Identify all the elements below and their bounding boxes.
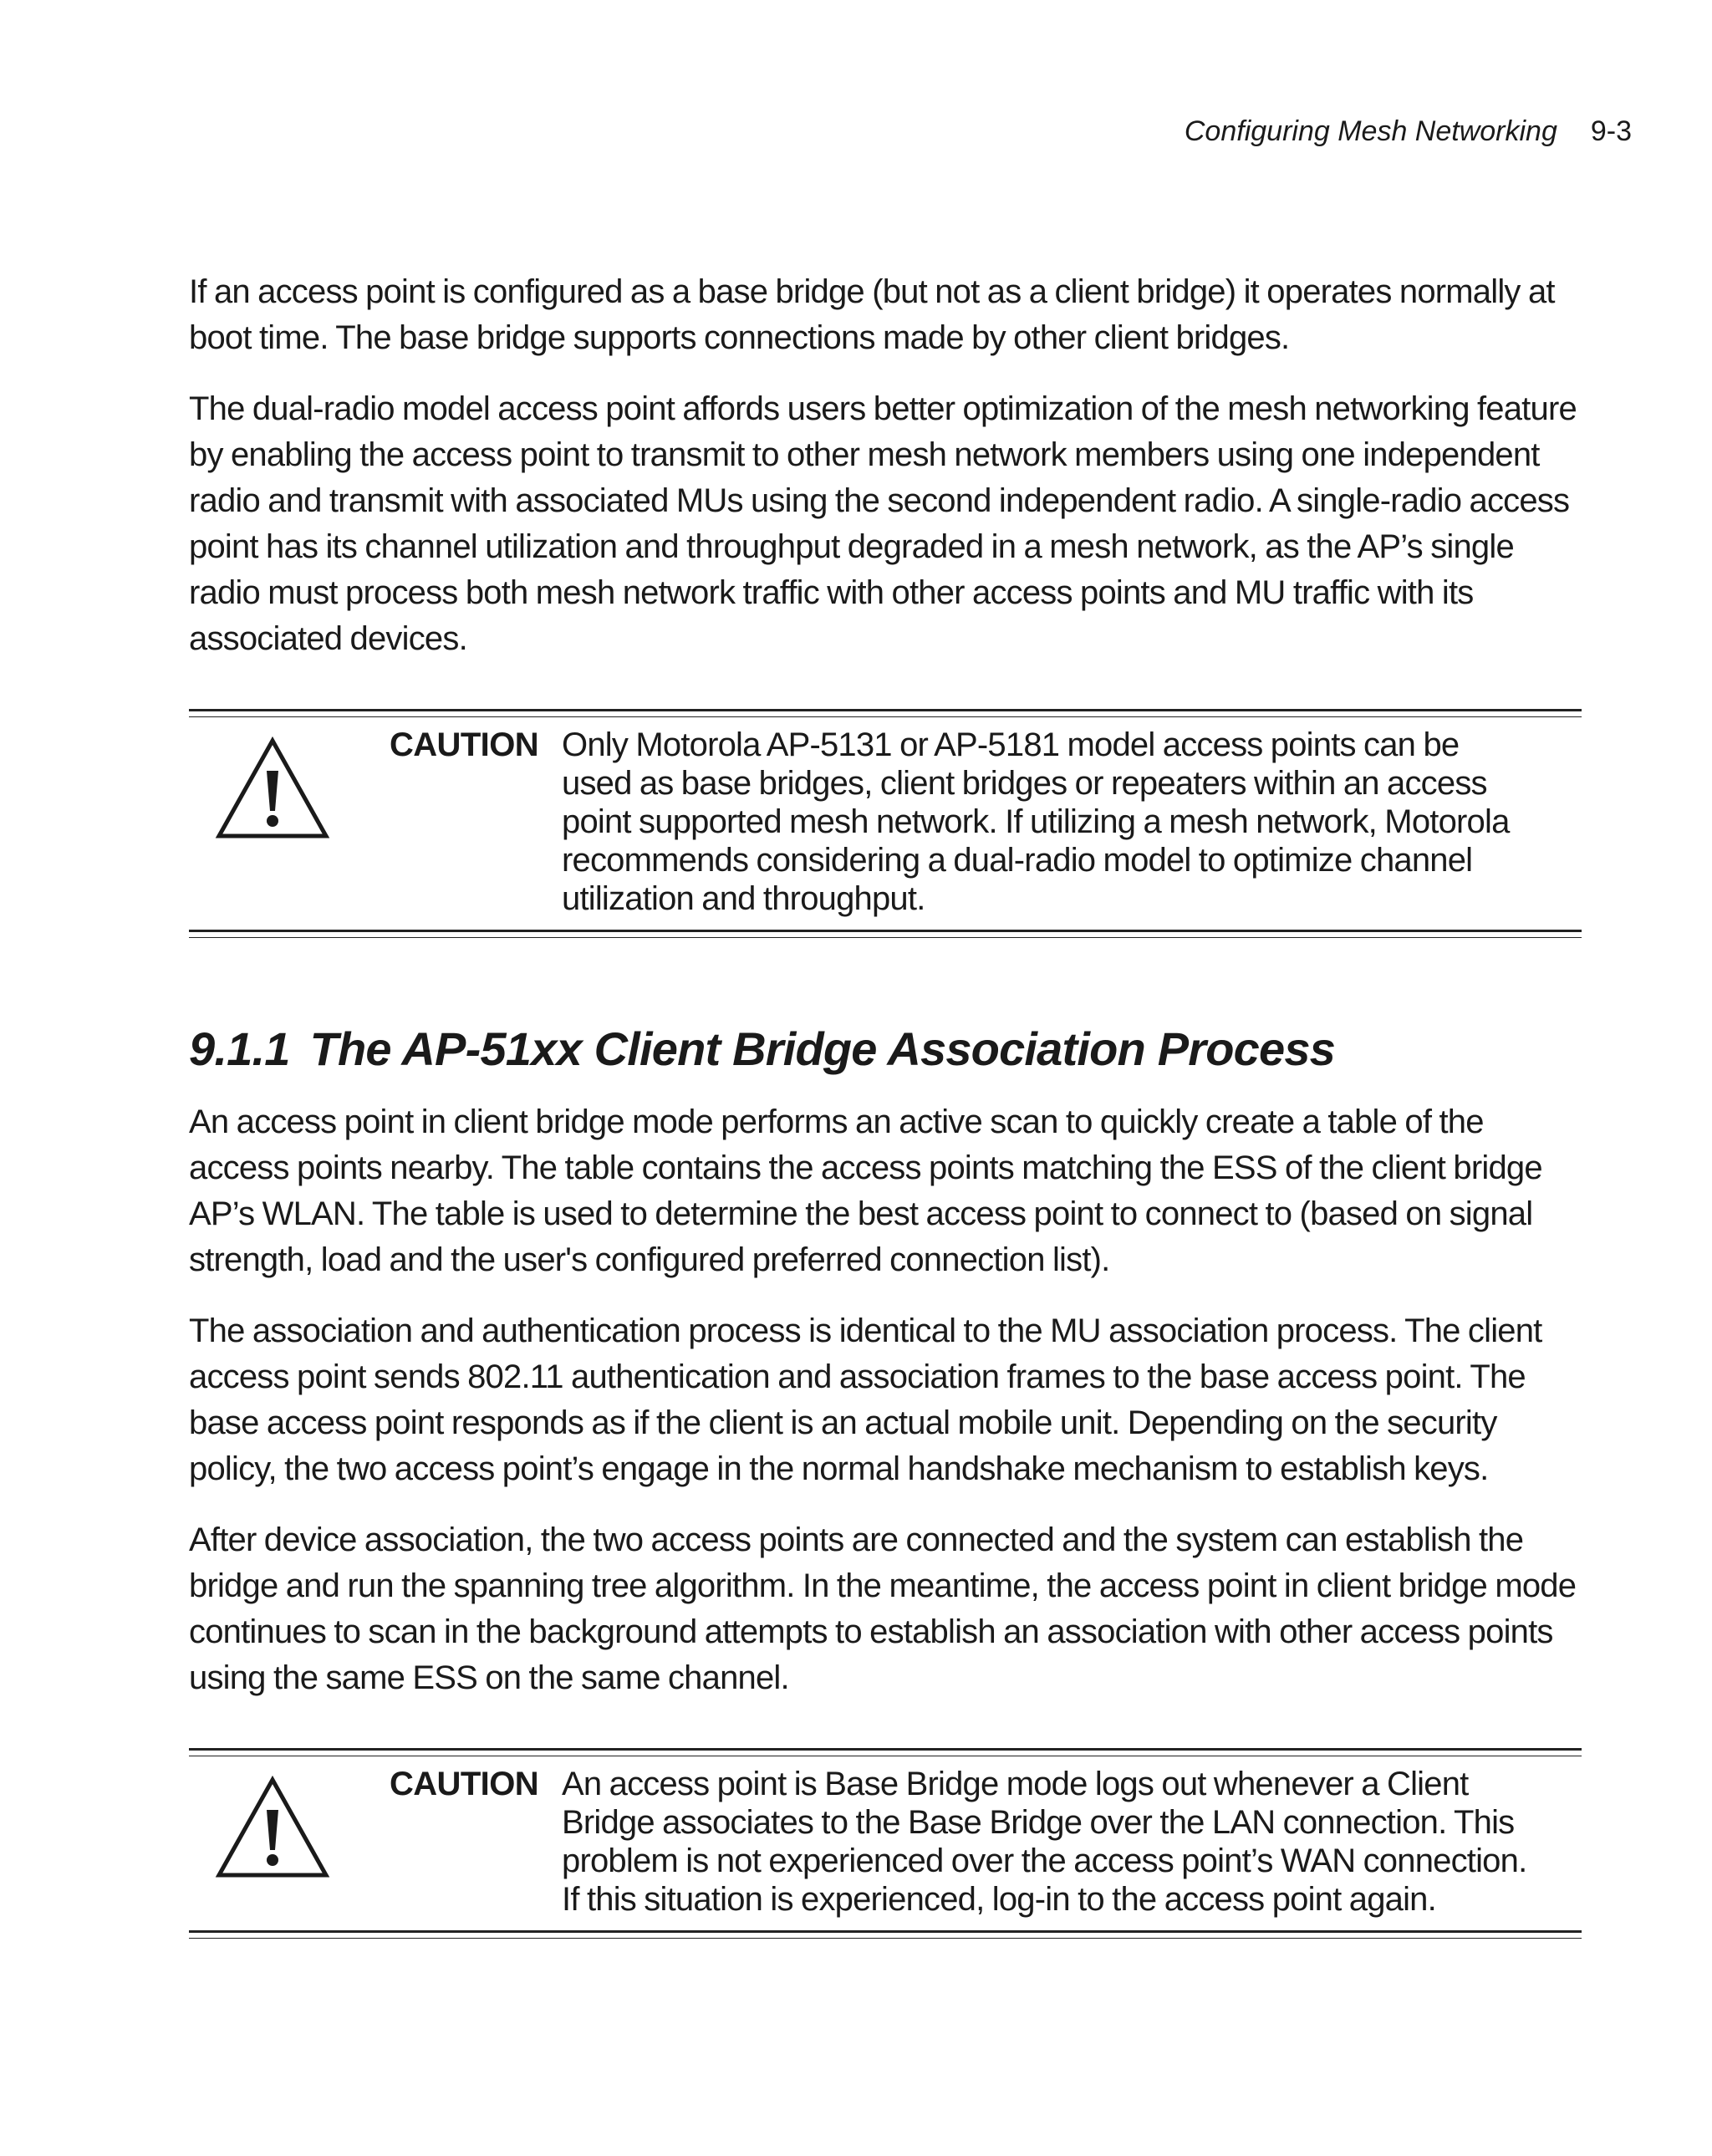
caution-box [189,709,1582,938]
page-header [1185,115,1632,148]
caution-label: CAUTION [389,1766,538,1802]
divider [189,709,1582,717]
section-number: 9.1.1 [189,1022,290,1075]
warning-triangle-icon [214,1773,331,1882]
chapter-title: Configuring Mesh Networking [1184,115,1557,147]
paragraph: If an access point is configured as a base bridge (but not as a client bridge) it operates normally at boot time. The base bridge supports connections made by other client bridges. [189,273,1555,356]
warning-triangle-icon [214,734,331,843]
divider [189,1930,1582,1939]
paragraph: The dual-radio model access point affords users better optimization of the mesh networking feature by enabling the access point to transmit to other mesh network members using one independent radio and transmit with associated MUs using the second independent radio. A single-radio access point has its channel utilization and throughput degraded in a mesh network, as the AP’s single radio must process both mesh network traffic with other access points and MU traffic with its associated devices. [189,390,1577,657]
caution-label: CAUTION [389,726,538,763]
paragraph: An access point in client bridge mode performs an active scan to quickly create a table of the access points nearby. The table contains the access points matching the ESS of the client bridge AP’s WLAN. The table is used to determine the best access point to connect to (based on signal strength, load and the user's configured preferred connection list). [189,1103,1542,1278]
page-number: 9-3 [1590,115,1632,147]
caution-text: An access point is Base Bridge mode logs out whenever a Client Bridge associates to the Base Bridge over the LAN connection. This problem is not experienced over the access point’s WAN connection. If this situation is experienced, log-in to the access point again. [562,1766,1527,1918]
paragraph: After device association, the two access points are connected and the system can establish the bridge and run the spanning tree algorithm. In the meantime, the access point in client bridge mode continues to scan in the background attempts to establish an association with other access points using the same ESS on the same channel. [189,1521,1577,1696]
page-content [189,269,1577,1939]
section-heading [189,1022,1577,1076]
divider [189,1748,1582,1756]
caution-box [189,1748,1582,1939]
section-title: The AP-51xx Client Bridge Association Process [309,1022,1336,1075]
divider [189,930,1582,938]
caution-text: Only Motorola AP-5131 or AP-5181 model access points can be used as base bridges, client bridges or repeaters within an access point supported mesh network. If utilizing a mesh network, Motorola recommends considering a dual-radio model to optimize channel utilization and throughput. [562,726,1510,917]
paragraph: The association and authentication process is identical to the MU association process. The client access point sends 802.11 authentication and association frames to the base access point. The base access point responds as if the client is an actual mobile unit. Depending on the security policy, the two access point’s engage in the normal handshake mechanism to establish keys. [189,1312,1542,1487]
